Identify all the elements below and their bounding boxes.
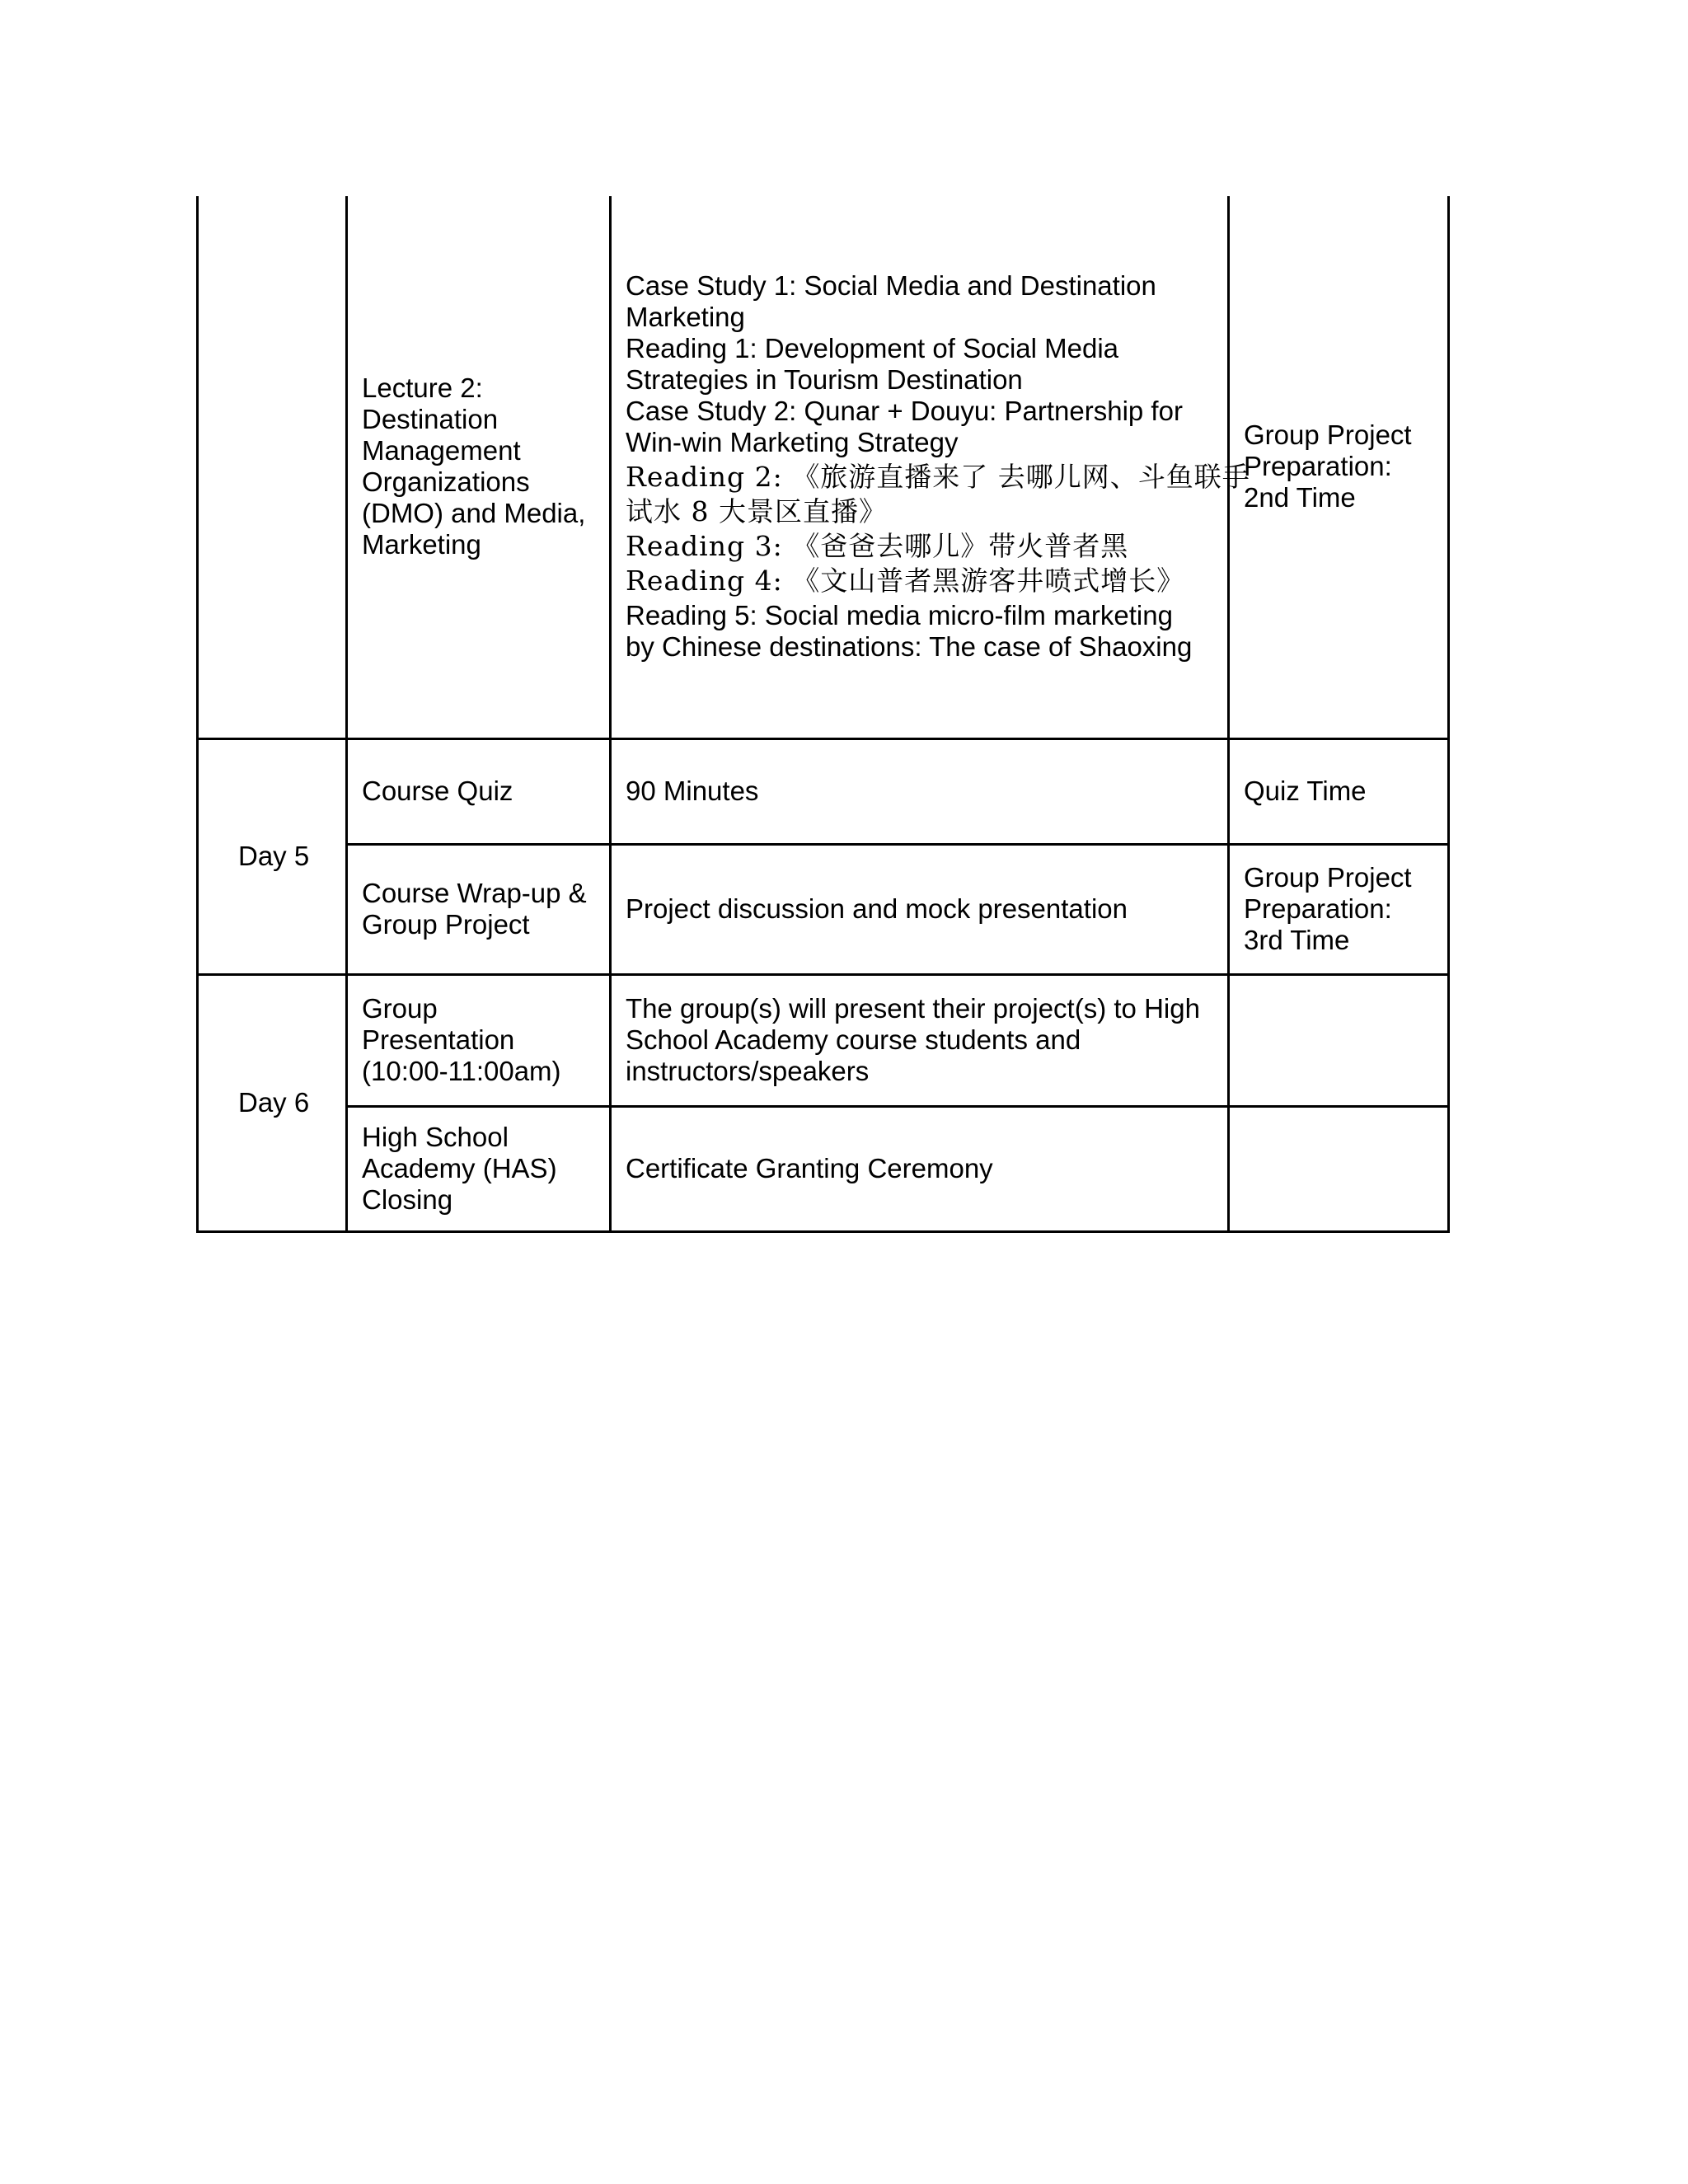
content-line: Strategies in Tourism Destination	[626, 364, 1023, 396]
day-cell: Day 6	[198, 974, 347, 1231]
content-line: Certificate Granting Ceremony	[626, 1153, 993, 1183]
table-row	[198, 1106, 1449, 1231]
topic-cell	[347, 1106, 611, 1231]
day-cell: Day 5	[198, 738, 347, 974]
topic-cell	[347, 974, 611, 1106]
note-cell	[1229, 196, 1449, 738]
topic-line: Closing	[362, 1184, 453, 1215]
note-cell	[1229, 1106, 1449, 1231]
day-cell	[198, 196, 347, 738]
note-cell	[1229, 738, 1449, 844]
table-row	[198, 974, 1449, 1106]
content-line: The group(s) will present their project(s) to High	[626, 993, 1200, 1024]
topic-line: High School	[362, 1122, 509, 1152]
note-line: 3rd Time	[1244, 925, 1350, 955]
topic-line: Management	[362, 435, 521, 466]
topic-line: Course Quiz	[362, 776, 513, 806]
content-line: Win-win Marketing Strategy	[626, 427, 959, 458]
content-line: Project discussion and mock presentation	[626, 893, 1128, 924]
topic-line: Course Wrap-up &	[362, 878, 587, 908]
content-line: School Academy course students and	[626, 1024, 1081, 1055]
content-line: 90 Minutes	[626, 776, 759, 806]
note-line: Preparation:	[1244, 451, 1392, 482]
topic-line: Organizations	[362, 466, 530, 498]
content-line: Case Study 1: Social Media and Destination	[626, 270, 1156, 302]
content-line: Reading 5: Social media micro-film marketing	[626, 600, 1173, 631]
topic-cell	[347, 844, 611, 974]
topic-line: Group	[362, 993, 438, 1024]
content-line: 试水 8 大景区直播》	[626, 495, 887, 528]
topic-line: Destination	[362, 404, 499, 435]
schedule-table	[196, 196, 1450, 1233]
topic-line: Marketing	[362, 529, 481, 560]
note-line: Preparation:	[1244, 893, 1392, 924]
content-line: Marketing	[626, 302, 745, 333]
table-row	[198, 196, 1449, 738]
table-row	[198, 844, 1449, 974]
content-cell	[611, 1106, 1229, 1231]
topic-line: Academy (HAS)	[362, 1153, 557, 1183]
topic-cell	[347, 196, 611, 738]
content-line: by Chinese destinations: The case of Shaoxing	[626, 631, 1193, 663]
topic-line: (10:00-11:00am)	[362, 1056, 561, 1086]
note-line: Group Project	[1244, 419, 1412, 451]
table-row	[198, 738, 1449, 844]
content-line: Reading 2: 《旅游直播来了 去哪儿网、斗鱼联手	[626, 461, 1250, 494]
content-line: Reading 4: 《文山普者黑游客井喷式增长》	[626, 565, 1185, 598]
topic-line: (DMO) and Media,	[362, 498, 586, 529]
note-cell	[1229, 974, 1449, 1106]
topic-cell	[347, 738, 611, 844]
topic-line: Lecture 2:	[362, 373, 483, 404]
note-line: Quiz Time	[1244, 776, 1367, 806]
content-line: Reading 1: Development of Social Media	[626, 333, 1119, 364]
content-cell	[611, 974, 1229, 1106]
topic-line: Group Project	[362, 909, 530, 940]
content-cell	[611, 738, 1229, 844]
content-cell	[611, 196, 1250, 738]
content-line: instructors/speakers	[626, 1056, 870, 1086]
note-line: Group Project	[1244, 862, 1412, 893]
content-line: Case Study 2: Qunar + Douyu: Partnership for	[626, 396, 1183, 427]
content-line: Reading 3: 《爸爸去哪儿》带火普者黑	[626, 530, 1129, 563]
content-cell	[611, 844, 1229, 974]
topic-line: Presentation	[362, 1024, 515, 1055]
note-line: 2nd Time	[1244, 482, 1356, 513]
note-cell	[1229, 844, 1449, 974]
